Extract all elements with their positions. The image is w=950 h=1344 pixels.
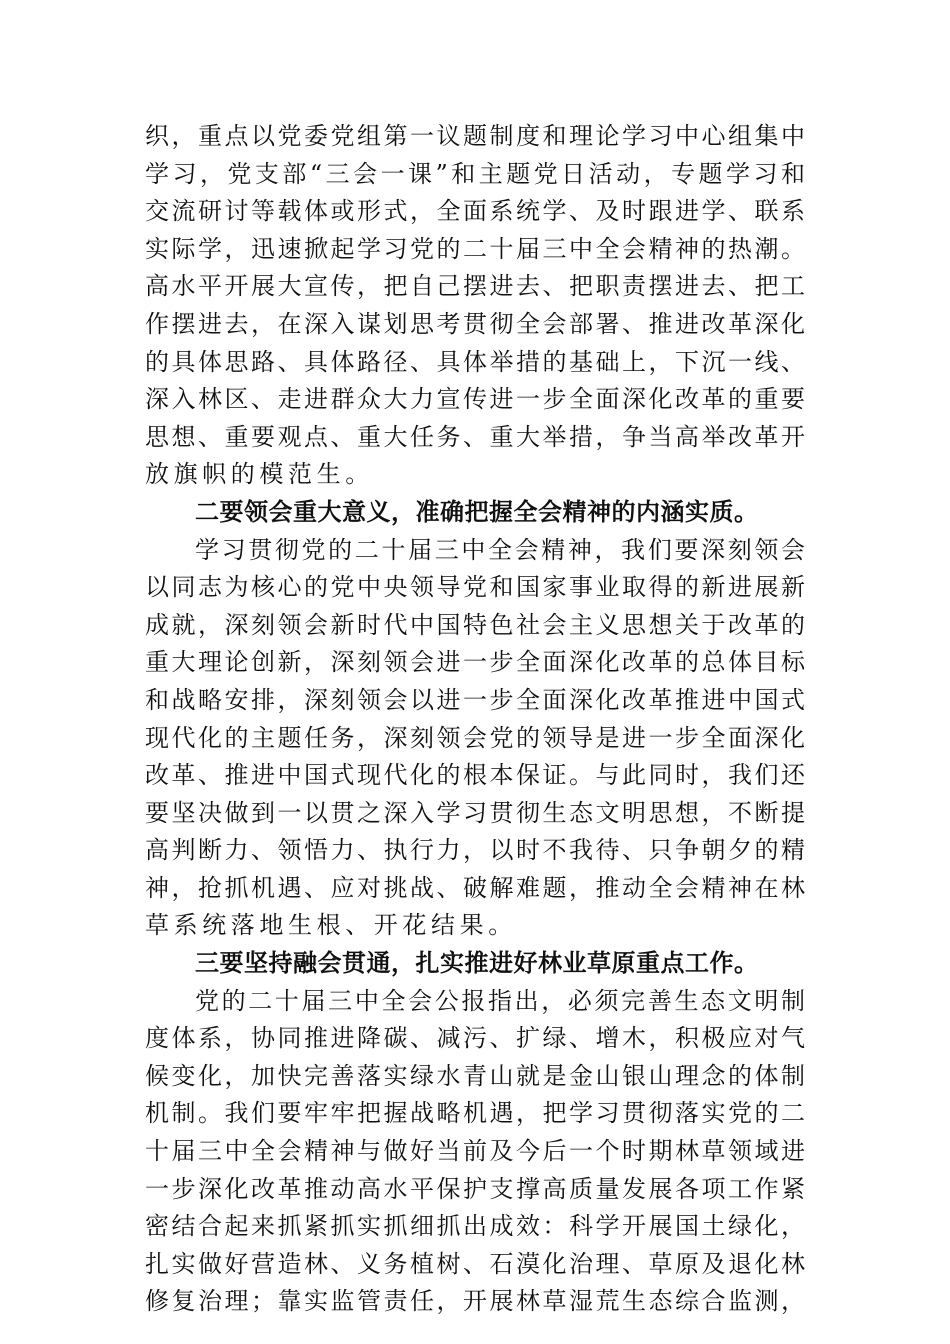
text-line: 密结合起来抓紧抓实抓细抓出成效：科学开展国土绿化， bbox=[145, 1212, 805, 1241]
text-line: 党的二十届三中全会公报指出，必须完善生态文明制 bbox=[195, 986, 805, 1015]
text-line: 机制。我们要牢牢把握战略机遇，把学习贯彻落实党的二 bbox=[145, 1099, 805, 1128]
text-line: 学习贯彻党的二十届三中全会精神，我们要深刻领会 bbox=[195, 535, 805, 564]
text-line: 的具体思路、具体路径、具体举措的基础上，下沉一线、 bbox=[145, 347, 805, 376]
text-line: 重大理论创新，深刻领会进一步全面深化改革的总体目标 bbox=[145, 648, 805, 677]
text-line: 交流研讨等载体或形式，全面系统学、及时跟进学、联系 bbox=[145, 197, 805, 226]
text-line: 高水平开展大宣传，把自己摆进去、把职责摆进去、把工 bbox=[145, 272, 805, 301]
text-line: 放旗帜的模范生。 bbox=[145, 460, 374, 489]
text-line: 候变化，加快完善落实绿水青山就是金山银山理念的体制 bbox=[145, 1061, 805, 1090]
text-line: 深入林区、走进群众大力宣传进一步全面深化改革的重要 bbox=[145, 385, 805, 414]
text-line: 成就，深刻领会新时代中国特色社会主义思想关于改革的 bbox=[145, 610, 805, 639]
text-line: 神，抢抓机遇、应对挑战、破解难题，推动全会精神在林 bbox=[145, 873, 805, 902]
text-line: 和战略安排，深刻领会以进一步全面深化改革推进中国式 bbox=[145, 685, 805, 714]
text-line: 学习，党支部“三会一课”和主题党日活动，专题学习和 bbox=[145, 159, 805, 188]
section-heading: 三要坚持融会贯通，扎实推进好林业草原重点工作。 bbox=[195, 949, 759, 978]
text-line: 度体系，协同推进降碳、减污、扩绿、增木，积极应对气 bbox=[145, 1024, 805, 1053]
text-line: 织，重点以党委党组第一议题制度和理论学习中心组集中 bbox=[145, 122, 805, 150]
text-line: 扎实做好营造林、义务植树、石漠化治理、草原及退化林 bbox=[145, 1249, 805, 1278]
text-line: 修复治理；靠实监管责任，开展林草湿荒生态综合监测， bbox=[145, 1287, 805, 1316]
text-line: 作摆进去，在深入谋划思考贯彻全会部署、推进改革深化 bbox=[145, 309, 805, 338]
text-line: 高判断力、领悟力、执行力，以时不我待、只争朝夕的精 bbox=[145, 836, 805, 865]
document-body bbox=[145, 118, 805, 1321]
text-line: 要坚决做到一以贯之深入学习贯彻生态文明思想，不断提 bbox=[145, 798, 805, 827]
text-line: 十届三中全会精神与做好当前及今后一个时期林草领域进 bbox=[145, 1137, 805, 1166]
text-line: 思想、重要观点、重大任务、重大举措，争当高举改革开 bbox=[145, 422, 805, 451]
section-heading: 二要领会重大意义，准确把握全会精神的内涵实质。 bbox=[195, 497, 759, 526]
text-line: 一步深化改革推动高水平保护支撑高质量发展各项工作紧 bbox=[145, 1174, 805, 1203]
text-line: 草系统落地生根、开花结果。 bbox=[145, 911, 517, 940]
text-line: 以同志为核心的党中央领导党和国家事业取得的新进展新 bbox=[145, 573, 805, 602]
text-line: 实际学，迅速掀起学习党的二十届三中全会精神的热潮。 bbox=[145, 234, 805, 263]
text-line: 改革、推进中国式现代化的根本保证。与此同时，我们还 bbox=[145, 761, 805, 790]
text-line: 现代化的主题任务，深刻领会党的领导是进一步全面深化 bbox=[145, 723, 805, 752]
